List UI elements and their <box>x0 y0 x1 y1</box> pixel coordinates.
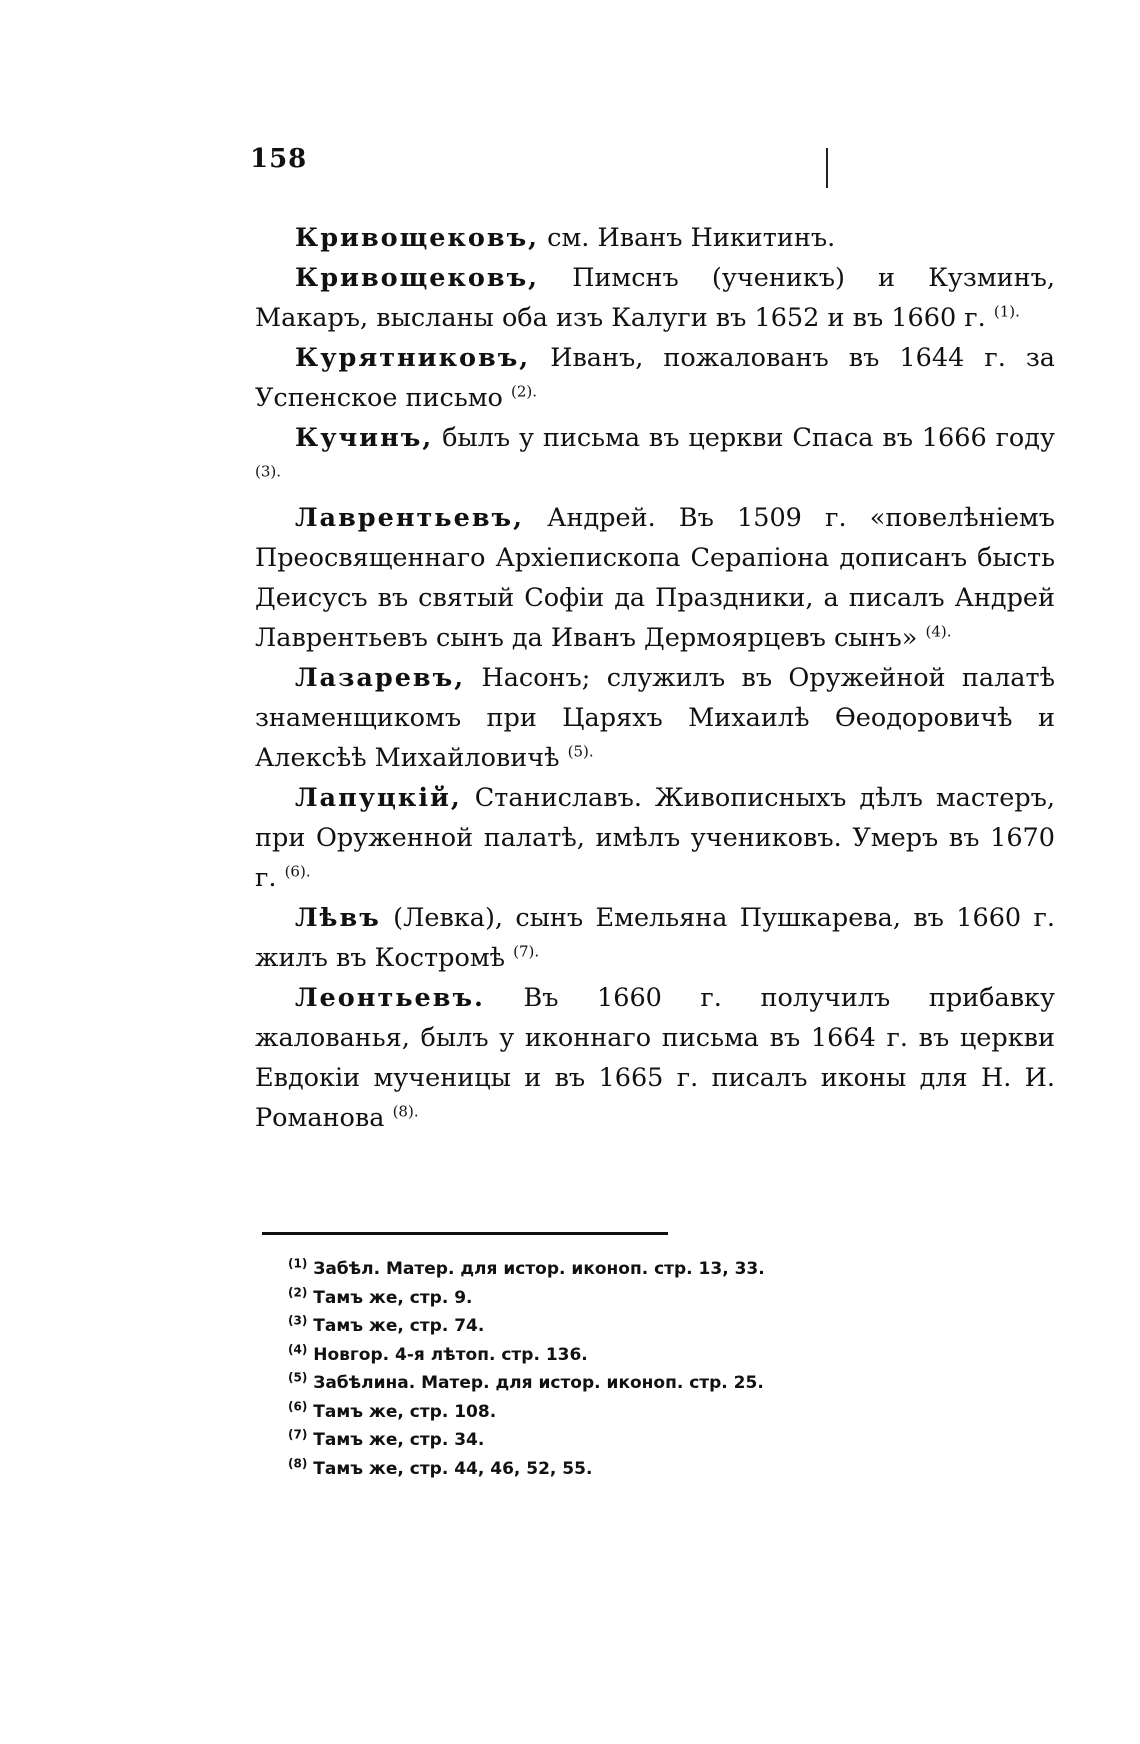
footnote-text: Тамъ же, стр. 108. <box>307 1401 497 1422</box>
entry-text: Въ 1660 г. получилъ прибавку жалованья, былъ у иконнаго письма въ 1664 г. въ церкви Евдокіи мученицы и въ 1665 г. писалъ иконы для Н. И. Романова <box>255 983 1055 1133</box>
footnote-text: Тамъ же, стр. 74. <box>307 1316 485 1336</box>
footnote-ref: (1). <box>993 302 1020 321</box>
footnote-text: Тамъ же, стр. 9. <box>307 1287 473 1308</box>
footnote-number: (4) <box>288 1341 308 1356</box>
entry-headword: Кривощековъ, <box>295 263 540 293</box>
entry <box>255 218 1055 258</box>
footnote-ref: (7). <box>513 942 540 961</box>
entry-text: (Левка), сынъ Емельяна Пушкарева, въ 1660 г. жилъ въ Костромѣ <box>255 903 1055 973</box>
entry-headword: Лазаревъ, <box>295 663 466 693</box>
footnote <box>288 1369 888 1398</box>
entry <box>255 258 1055 338</box>
page-number: 158 <box>250 144 308 174</box>
footnote-text: Тамъ же, стр. 34. <box>307 1430 485 1450</box>
footnote-divider <box>262 1232 668 1235</box>
footnote-text: Новгор. 4-я лѣтоп. стр. 136. <box>307 1344 588 1365</box>
entry-headword: Лѣвъ <box>295 903 381 933</box>
footnote-number: (2) <box>288 1284 308 1299</box>
entry-headword: Кучинъ, <box>295 423 434 453</box>
footnote-number: (1) <box>288 1256 308 1271</box>
footnotes <box>288 1255 888 1483</box>
entry-headword: Лаврентьевъ, <box>295 503 524 533</box>
footnote-ref: (2). <box>511 382 538 401</box>
footnote-ref: (5). <box>567 742 594 761</box>
footnote-ref: (6). <box>284 862 311 881</box>
footnote <box>288 1341 888 1370</box>
footnote-ref: (8). <box>392 1102 419 1121</box>
footnote-ref: (4). <box>925 622 952 641</box>
entry <box>255 978 1055 1138</box>
entry-headword: Леонтьевъ. <box>295 983 485 1013</box>
footnote-text: Забѣл. Матер. для истор. иконоп. стр. 13, 33. <box>307 1259 765 1279</box>
footnote-text: Тамъ же, стр. 44, 46, 52, 55. <box>307 1458 593 1479</box>
footnote-ref: (3). <box>255 462 282 481</box>
footnote-number: (3) <box>288 1313 308 1328</box>
margin-mark <box>826 148 828 188</box>
entry <box>255 418 1055 498</box>
entry <box>255 498 1055 658</box>
entry <box>255 658 1055 778</box>
entry-text: см. Иванъ Никитинъ. <box>539 223 836 253</box>
entry-text: Иванъ, пожалованъ въ 1644 г. за Успенское письмо <box>255 343 1055 413</box>
entry <box>255 898 1055 978</box>
footnote-number: (8) <box>288 1455 308 1470</box>
footnote-text: Забѣлина. Матер. для истор. иконоп. стр. 25. <box>307 1373 764 1393</box>
footnote <box>288 1398 888 1427</box>
entry <box>255 338 1055 418</box>
entry <box>255 778 1055 898</box>
footnote-number: (5) <box>288 1370 308 1385</box>
entry-text: Андрей. Въ 1509 г. «повелѣніемъ Преосвященнаго Архіепископа Серапіона дописанъ бысть Деисусъ въ святый Софіи да Праздники, а писалъ Андрей Лаврентьевъ сынъ да Иванъ Дермоярцевъ сынъ» <box>255 503 1055 653</box>
main-text <box>255 218 1055 1138</box>
footnote <box>288 1255 888 1284</box>
footnote <box>288 1312 888 1341</box>
footnote-number: (6) <box>288 1398 308 1413</box>
entry-text: Пимснъ (ученикъ) и Кузминъ, Макаръ, высланы оба изъ Калуги въ 1652 и въ 1660 г. <box>255 263 1055 333</box>
entry-text: Насонъ; служилъ въ Оружейной палатѣ знаменщикомъ при Царяхъ Михаилѣ Ѳеодоровичѣ и Алексѣѣ Михайловичѣ <box>255 663 1055 773</box>
entry-text: Станиславъ. Живописныхъ дѣлъ мастеръ, при Оруженной палатѣ, имѣлъ учениковъ. Умеръ въ 1670 г. <box>255 783 1055 893</box>
footnote <box>288 1455 888 1484</box>
footnote-number: (7) <box>288 1427 308 1442</box>
footnote <box>288 1284 888 1313</box>
footnote <box>288 1426 888 1455</box>
entry-headword: Курятниковъ, <box>295 343 531 373</box>
entry-headword: Кривощековъ, <box>295 223 540 253</box>
entry-headword: Лапуцкій, <box>295 783 462 813</box>
entry-text: былъ у письма въ церкви Спаса въ 1666 году <box>433 423 1055 453</box>
